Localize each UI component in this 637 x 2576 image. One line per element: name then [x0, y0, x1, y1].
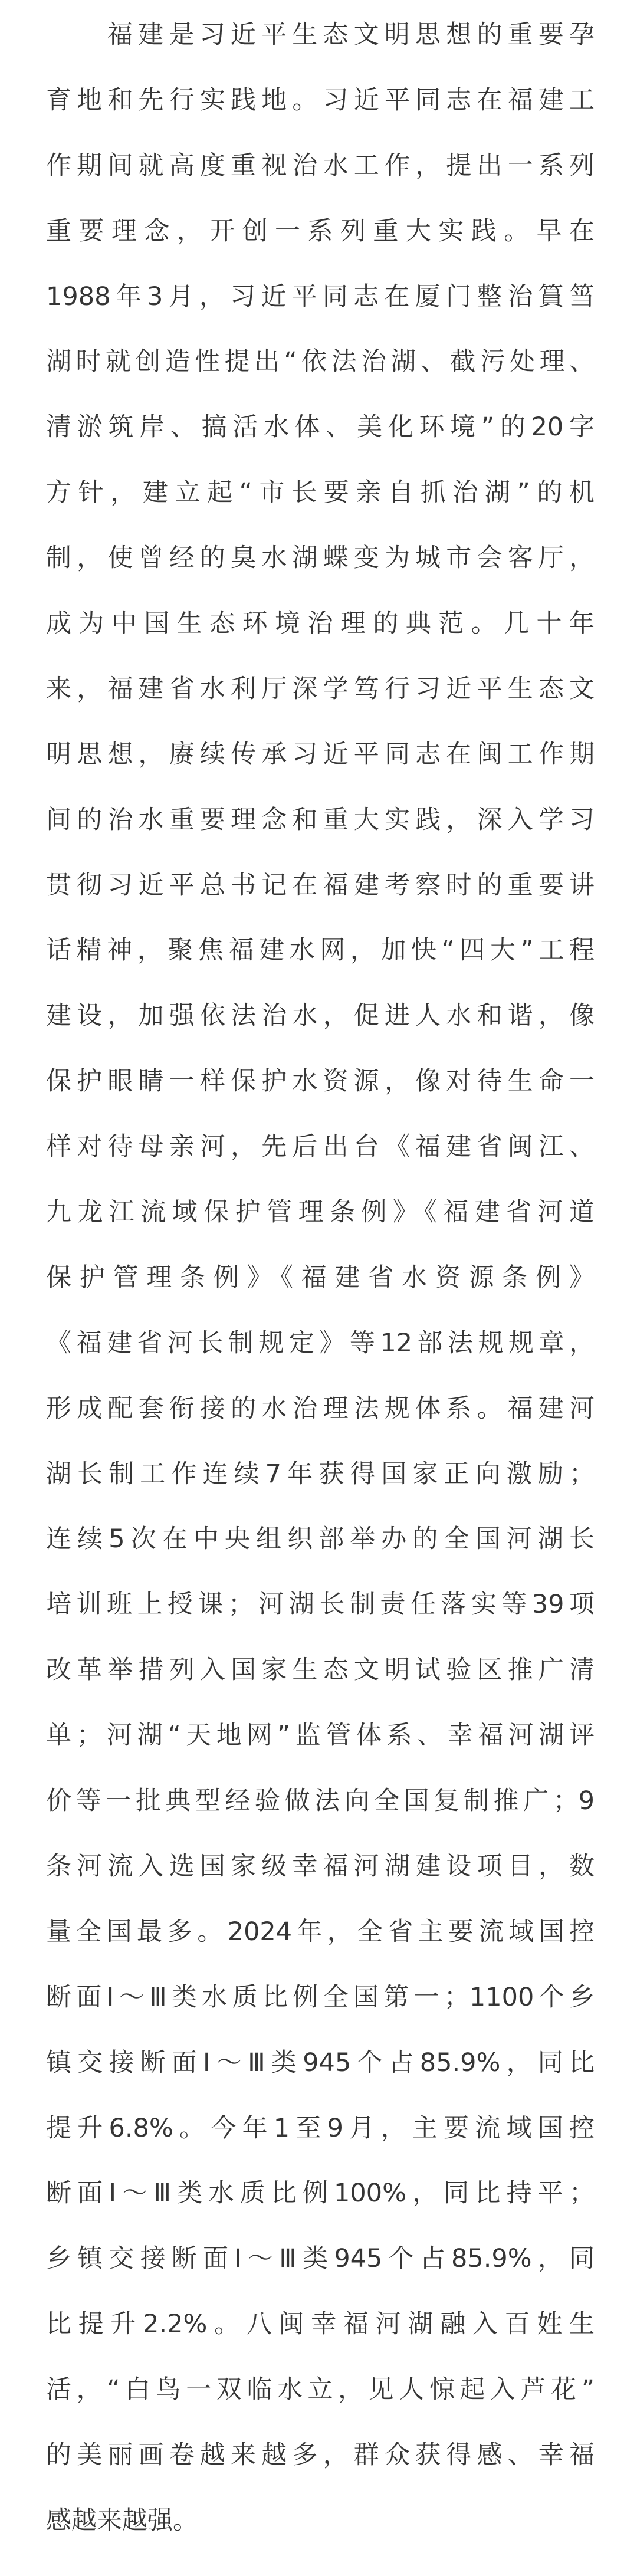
paragraph-line: 样对待母亲河，先后出台《福建省闽江、 [46, 1132, 595, 1162]
paragraph-line: 的美丽画卷越来越多，群众获得感、幸福 [46, 2440, 595, 2470]
paragraph-line: 方针，建立起“市长要亲自抓治湖”的机 [46, 478, 595, 508]
paragraph-line: 量全国最多。2024年，全省主要流域国控 [46, 1917, 595, 1947]
paragraph-line: 条河流入选国家级幸福河湖建设项目，数 [46, 1851, 595, 1881]
paragraph-line: 湖长制工作连续7年获得国家正向激励； [46, 1459, 595, 1489]
paragraph-line: 制，使曾经的臭水湖蝶变为城市会客厅， [46, 543, 595, 573]
paragraph-line: 重要理念，开创一系列重大实践。早在 [46, 216, 595, 246]
paragraph-line: 福建是习近平生态文明思想的重要孕 [107, 20, 595, 50]
paragraph-line: 间的治水重要理念和重大实践，深入学习 [46, 805, 595, 835]
paragraph-line: 保护眼睛一样保护水资源，像对待生命一 [46, 1067, 595, 1097]
paragraph-line: 九龙江流域保护管理条例》《福建省河道 [46, 1197, 595, 1228]
paragraph-line: 连续5次在中央组织部举办的全国河湖长 [46, 1524, 595, 1554]
paragraph-line: 断面Ⅰ～Ⅲ类水质比例100%，同比持平； [46, 2178, 595, 2209]
paragraph-line: 清淤筑岸、搞活水体、美化环境”的20字 [46, 412, 595, 442]
paragraph-line: 成为中国生态环境治理的典范。几十年 [46, 609, 595, 639]
paragraph-line: 湖时就创造性提出“依法治湖、截污处理、 [46, 347, 595, 377]
paragraph-line: 镇交接断面Ⅰ～Ⅲ类945个占85.9%，同比 [46, 2047, 595, 2078]
paragraph-line: 感越来越强。 [46, 2505, 198, 2535]
paragraph-line: 贯彻习近平总书记在福建考察时的重要讲 [46, 870, 595, 900]
paragraph-line: 断面Ⅰ～Ⅲ类水质比例全国第一；1100个乡 [46, 1982, 595, 2012]
paragraph-line: 1988年3月，习近平同志在厦门整治篔筜 [46, 281, 595, 311]
paragraph-line: 单；河湖“天地网”监管体系、幸福河湖评 [46, 1721, 595, 1751]
paragraph-line: 提升6.8%。今年1至9月，主要流域国控 [46, 2113, 595, 2143]
paragraph-line: 改革举措列入国家生态文明试验区推广清 [46, 1655, 595, 1685]
paragraph-line: 培训班上授课；河湖长制责任落实等39项 [46, 1590, 595, 1620]
paragraph-line: 价等一批典型经验做法向全国复制推广；9 [46, 1786, 595, 1816]
paragraph-line: 明思想，赓续传承习近平同志在闽工作期 [46, 739, 595, 769]
paragraph-line: 来，福建省水利厅深学笃行习近平生态文 [46, 674, 595, 704]
paragraph-line: 形成配套衔接的水治理法规体系。福建河 [46, 1393, 595, 1423]
paragraph-line: 话精神，聚焦福建水网，加快“四大”工程 [46, 936, 595, 966]
article-body [46, 2, 595, 2554]
paragraph-line: 保护管理条例》《福建省水资源条例》 [46, 1262, 595, 1292]
paragraph-line: 活，“白鸟一双临水立，见人惊起入芦花” [46, 2375, 595, 2405]
paragraph-line: 建设，加强依法治水，促进人水和谐，像 [46, 1001, 595, 1031]
paragraph-line: 比提升2.2%。八闽幸福河湖融入百姓生 [46, 2309, 595, 2339]
paragraph-line: 作期间就高度重视治水工作，提出一系列 [46, 150, 595, 181]
paragraph-line: 育地和先行实践地。习近平同志在福建工 [46, 85, 595, 115]
paragraph-line: 《福建省河长制规定》等12部法规规章， [46, 1328, 595, 1358]
paragraph-line: 乡镇交接断面Ⅰ～Ⅲ类945个占85.9%，同 [46, 2244, 595, 2274]
